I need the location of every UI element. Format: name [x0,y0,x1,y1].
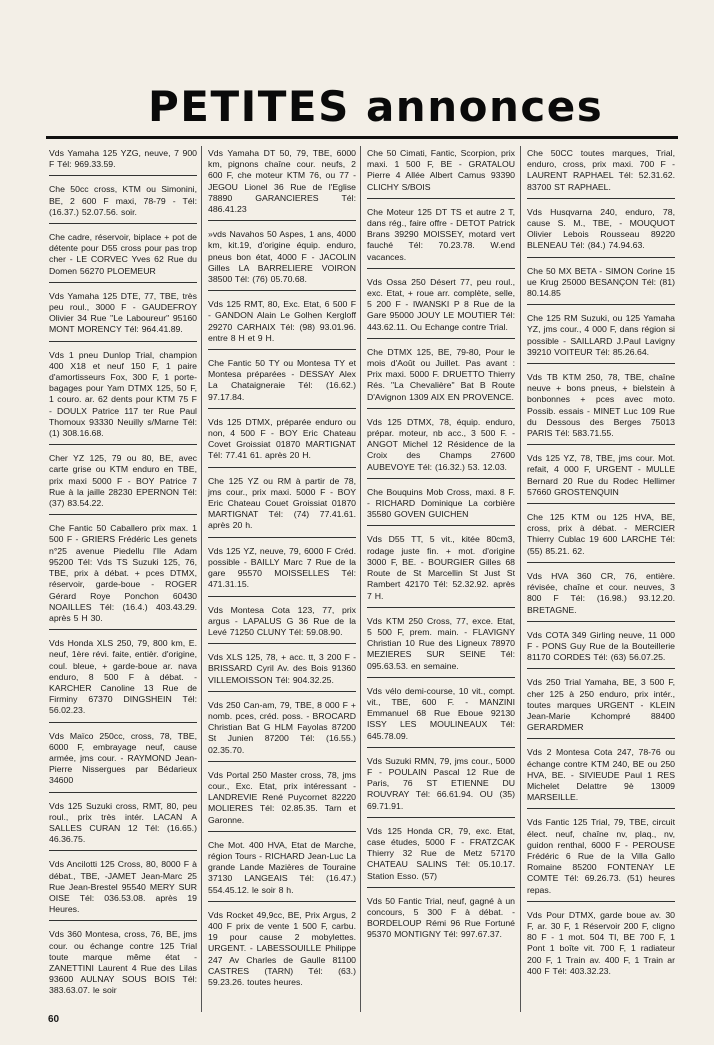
classified-ad: Che DTMX 125, BE, 79-80, Pour le mois d'Août ou Juillet. Pas avant : Prix maxi. 5000 F. DRUETTO Thierry Rés. "La Chevalière" Bat B Route D'Avignon 1309 AIX EN PROVENCE. [367,345,515,409]
classified-ad: Vds Husqvarna 240, enduro, 78, cause S. M., TBE, - MOUQUOT Olivier Lebois Rousseau 89220 BLENEAU Tél: (84.) 74.94.63. [527,205,675,258]
classified-ad: Vds Suzuki RMN, 79, jms cour., 5000 F - POULAIN Pascal 12 Rue de Paris, 76 ST ETIENNE DU ROUVRAY Tél: 66.61.94. OU (35) 69.71.91. [367,754,515,818]
classified-ad: Vds Portal 250 Master cross, 78, jms cour., Exc. Etat, prix intéressant - LANDREVIE René Puycornet 82220 MOLIERES Tél: 02.85.35. Tarn et Garonne. [208,768,356,832]
classified-ad: Che cadre, réservoir, biplace + pot de détente pour D55 cross pour pas trop cher - LE CORVEC Yves 62 Rue du Domen 56270 PLOEMEUR [49,230,197,283]
classified-ad: Che Fantic 50 Caballero prix max. 1 500 F - GRIERS Frédéric Les genets n°25 avenue Piedellu l'Ile Adam 95200 Tél: Vds TS Suzuki 125, 76, TBE, prix à débat. + pces DTMX, réservoir, garde-boue - ROGER Gérard Roye Ponchon 60430 NOAILLES Tél: (16.4.) 403.43.29. après 5 H 30. [49,521,197,630]
ads-column-2 [208,146,356,999]
classified-ad: Cher YZ 125, 79 ou 80, BE, avec carte grise ou KTM enduro en TBE, prix maxi 5000 F - BOY Patrice 7 Rue à la jaille 28230 EPERNON Tél: (37) 83.54.22. [49,451,197,515]
classified-ad: Vds 125 Honda CR, 79, exc. Etat, case études, 5000 F - FRATZCAK Thierry 32 Rue de Metz 57170 CHATEAU SALINS Tél: 05.10.17. Station Esso. (57) [367,824,515,888]
classified-ad: Vds Fantic 125 Trial, 79, TBE, circuit élect. neuf, chaîne nv, plaq., nv, guidon renthal, 6000 F - PEROUSE Frédéric 6 Rue de la Villa Gallo Romaine 85200 FONTENAY LE COMTE Tél: 69.26.73. (51) heures repas. [527,815,675,901]
classified-ad: Vds 2 Montesa Cota 247, 78-76 ou échange contre KTM 240, BE ou 250 HVA, BE. - SIVIEUDE Paul 1 RES Michelet Delattre 9è 13009 MARSEILLE. [527,745,675,809]
classified-ad: Vds 125 DTMX, préparée enduro ou non, 4 500 F - BOY Eric Chateau Covet Groissiat 01870 MARTIGNAT Tél: 77.41 61. après 20 H. [208,415,356,468]
classified-ad: Che Mot. 400 HVA, Etat de Marche, région Tours - RICHARD Jean-Luc La grande Lande Mazières de Touraine 37130 LANGEAIS Tél: (16.47.) 554.45.12. le soir 8 h. [208,838,356,902]
classified-ad: »vds Navahos 50 Aspes, 1 ans, 4000 km, kit.19, d'origine équip. enduro, pneus bon état, 4000 F - JACOLIN Gilles LA BARRELIERE VOIRON 38500 Tél: (76) 05.70.68. [208,227,356,291]
classified-ad: Vds 125 RMT, 80, Exc. Etat, 6 500 F - GANDON Alain Le Golhen Kergloff 29270 CARHAIX Tél: (98) 93.01.96. entre 8 H et 9 H. [208,297,356,350]
header-rule [46,136,678,139]
classified-ad: Vds Rocket 49,9cc, BE, Prix Argus, 2 400 F prix de vente 1 500 F, carbu. 19 pour cause 2 mobylettes. URGENT. - LABESSOUILLE Philippe 247 Av Charles de Gaulle 81100 CASTRES (TARN) Tél: (63.) 59.23.26. toutes heures. [208,909,356,987]
classified-ad: Vds 125 DTMX, 78, équip. enduro, prépar. moteur, nb acc., 3 500 F. - ANGOT Michel 12 Résidence de la Croix des Champs 27600 AUBEVOYE Tél: (16.32.) 53. 12.03. [367,415,515,479]
classified-ad: Vds HVA 360 CR, 76, entière. révisée, chaîne et cour. neuves, 3 800 F Tél: (16.98.) 93.12.20. BRETAGNE. [527,569,675,622]
classified-ad: Vds Honda XLS 250, 79, 800 km, E. neuf, 1ère révi. faite, entièr. d'origine, coul. bleue, + garde-boue ar. nava enduro, 8 500 F à débat. - KARCHER Canoline 13 Rue de Firminy 67370 DINGSHEIN Tél: 56.02.23. [49,636,197,722]
column-divider [520,146,521,1012]
page-number: 60 [48,1014,60,1025]
classified-ad: Vds 125 YZ, neuve, 79, 6000 F Créd. possible - BAILLY Marc 7 Rue de la gare 95570 MOISSELLES Tél: 471.31.15. [208,544,356,597]
classified-ad: Che 125 KTM ou 125 HVA, BE, cross, prix à débat. - MERCIER Thierry Cublac 19 600 LARCHE Tél: (55) 85.21. 62. [527,510,675,563]
classified-ad: Vds Yamaha DT 50, 79, TBE, 6000 km, pignons chaîne cour. neufs, 2 600 F, che moteur KTM 76, ou 77 - JEGOU Lionel 36 Rue de l'Eglise 78890 GARANCIERES Tél: 486.41.23 [208,146,356,221]
classified-ad: Che Fantic 50 TY ou Montesa TY et Montesa préparées - DESSAY Alex La Chataigneraie Tél: (16.62.) 97.17.84. [208,356,356,409]
ads-column-3 [367,146,515,952]
classified-ad: Vds 125 Suzuki cross, RMT, 80, peu roul., prix très intér. LACAN A SALLES CURAN 12 Tél: (16.65.) 46.36.75. [49,799,197,852]
classified-ad: Che 125 YZ ou RM à partir de 78, jms cour., prix maxi. 5000 F - BOY Eric Chateau Couet Groissiat 01870 MARTIGNAT Tél: (74) 77.41.61. après 20 h. [208,474,356,538]
classified-ad: Vds vélo demi-course, 10 vit., compt. vit., TBE, 600 F. - MANZINI Emmanuel 68 Rue Eboue 92130 ISSY LES MOULINEAUX Tél: 645.78.09. [367,684,515,748]
classified-ad: Vds Maïco 250cc, cross, 78, TBE, 6000 F, embrayage neuf, cause armée, jms cour. - RAYMOND Jean-Pierre Nissergues par Bédarieux 34600 [49,729,197,793]
classified-ad: Vds 125 YZ, 78, TBE, jms cour. Mot. refait, 4 000 F, URGENT - MULLE Bernard 20 Rue du Rodec Hellimer 57660 GROSTENQUIN [527,451,675,504]
classified-ad: Che Moteur 125 DT TS et autre 2 T, dans rég., faire offre - DETOT Patrick Brans 39290 MOISSEY, motard vert fauché Tél: 70.23.78. W.end vacances. [367,205,515,269]
ads-column-4 [527,146,675,988]
classified-ad: Vds Ossa 250 Désert 77, peu roul., exc. Etat, + roue arr. complète, selle, 5 200 F - IWANSKI P 8 Rue de la Gare 95000 JOUY LE MOUTIER Tél: 443.62.11. Ou Echange contre Trial. [367,275,515,339]
classified-ad: Vds D55 TT, 5 vit., kitée 80cm3, rodage juste fin. + mot. d'origine 3000 F, BE. - BOURGIER Gilles 68 Route de St Marcellin St Just St Rambert 42170 Tél: 52.32.92. après 7 H. [367,532,515,607]
classified-ad: Vds KTM 250 Cross, 77, exce. Etat, 5 500 F, prem. main. - FLAVIGNY Christian 10 Rue des Ligneux 78970 MEZIERES SUR SEINE Tél: 095.63.53. en semaine. [367,614,515,678]
classified-ad: Che Bouquins Mob Cross, maxi. 8 F. - RICHARD Dominique La corbière 35580 GOVEN GUICHEN [367,485,515,527]
classified-ad: Che 50 Cimati, Fantic, Scorpion, prix maxi. 1 500 F, BE - GRATALOU Pierre 4 Allée Albert Camus 93390 CLICHY S/BOIS [367,146,515,199]
column-divider [201,146,202,1012]
classified-ad: Vds XLS 125, 78, + acc. tt, 3 200 F - BRISSARD Cyril Av. des Bois 91360 VILLEMOISSON Tél: 904.32.25. [208,650,356,692]
classified-ad: Vds Montesa Cota 123, 77, prix argus - LAPALUS G 36 Rue de la Levé 71250 CLUNY Tél: 59.08.90. [208,603,356,645]
classified-ad: Che 125 RM Suzuki, ou 125 Yamaha YZ, jms cour., 4 000 F, dans région si possible - SAILLARD J.Paul Lavigny 39210 VOITEUR Tél: 85.26.64. [527,311,675,364]
classified-ad: Vds 1 pneu Dunlop Trial, champion 400 X18 et neuf 150 F, 1 paire d'amortisseurs Fox, 300 F, 1 porte-bagages pour Yam DTMX 125, 50 F, 1 couro. ar. 62 dents pour KTM 75 F - DOULX Patrice 117 ter Rue Paul Thomoux 93330 Neuilly s/Marne Tél: (1) 308.16.68. [49,348,197,446]
classified-ad: Che 50CC toutes marques, Trial, enduro, cross, prix maxi. 700 F - LAURENT RAPHAEL Tél: 52.31.62. 83700 ST RAPHAEL. [527,146,675,199]
classified-ad: Vds Ancilotti 125 Cross, 80, 8000 F à débat., TBE, -JAMET Jean-Marc 25 Rue Jean-Brestel 95540 MERY SUR OISE Tél: 036.53.08. après 19 Heures. [49,857,197,921]
classified-ad: Vds Pour DTMX, garde boue av. 30 F, ar. 30 F, 1 Réservoir 200 F, cligno 80 F - 1 mot. 504 TI, BE 700 F, 1 Pont 1 boîte vit. 700 F, 1 radiateur 200 F, 1 Train av. 400 F, 1 Train ar 400 F Tél: 403.32.23. [527,909,675,976]
classified-ad: Vds 250 Trial Yamaha, BE, 3 500 F, cher 125 à 250 enduro, prix intér., toutes marques URGENT - KLEIN Jean-Marie Kchompré 88400 GERARDMER [527,675,675,739]
classified-ad: Vds 50 Fantic Trial, neuf, gagné à un concours, 5 300 F à débat. - BORDELOUP Rémi 96 Rue Fortuné 95370 MONTIGNY Tél: 997.67.37. [367,895,515,940]
classified-ad: Che 50 MX BETA - SIMON Corine 15 ue Krug 25000 BESANÇON Tél: (81) 80.14.85 [527,264,675,306]
classified-ad: Vds 360 Montesa, cross, 76, BE, jms cour. ou échange contre 125 Trial toute marque même état - ZANETTINI Laurent 4 Rue des Lilas 93600 AULNAY SOUS BOIS Tél: 383.63.07. le soir [49,929,197,996]
classified-ad: Vds Yamaha 125 YZG, neuve, 7 900 F Tél: 969.33.59. [49,146,197,176]
classified-ad: Vds COTA 349 Girling neuve, 11 000 F - PONS Guy Rue de la Bouteillerie 81170 CORDES Tél: (63) 56.07.25. [527,628,675,670]
classified-ad: Che 50cc cross, KTM ou Simonini, BE, 2 600 F maxi, 78-79 - Tél: (16.37.) 52.07.56. soir. [49,182,197,224]
classified-ad: Vds 250 Can-am, 79, TBE, 8 000 F + nomb. pces, créd. poss. - BROCARD Christian Bat G HLM Fayolas 87200 St Junien 87200 Tél: (16.55.) 02.35.70. [208,698,356,762]
column-divider [360,146,361,1012]
page-title: PETITES annonces [148,82,604,131]
classified-ad: Vds TB KTM 250, 78, TBE, chaîne neuve + bons pneus, + bielstein à bonbonnes + pces avec moto. Possib. essais - MINET Luc 109 Rue du Dessous des Berges 75013 PARIS Tél: 583.71.55. [527,370,675,445]
classified-ad: Vds Yamaha 125 DTE, 77, TBE, très peu roul., 3000 F - GAUDEFROY Olivier 34 Rue "Le Laboureur" 95160 MONT MORENCY Tél: 964.41.89. [49,289,197,342]
ads-column-1 [49,146,197,1008]
